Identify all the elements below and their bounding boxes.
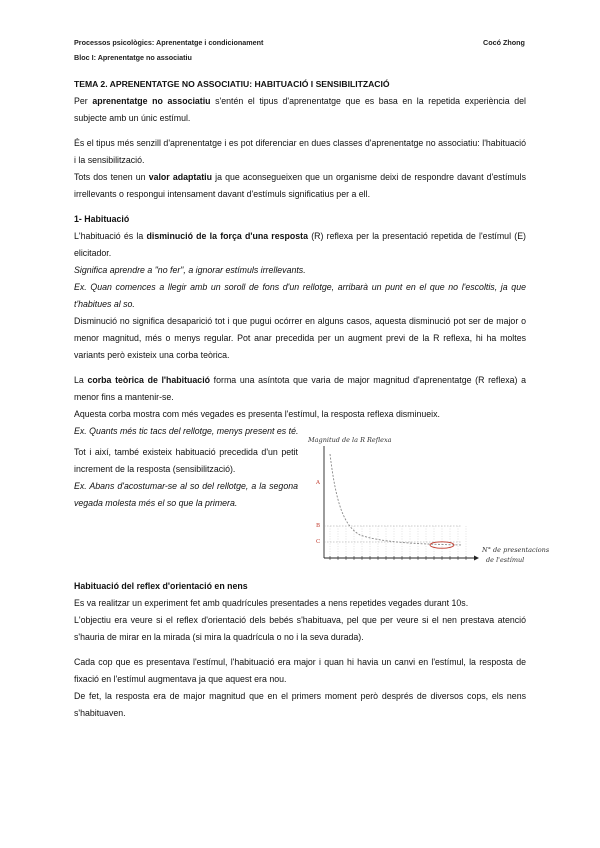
habituacio-definition	[74, 228, 526, 262]
figure-ylabel: Magnitud de la R Reflexa	[308, 436, 392, 444]
term-bold: aprenentatge no associatiu	[92, 96, 211, 106]
habituation-curve-figure	[302, 434, 550, 574]
orientacio-paragraph-3: Cada cop que es presentava l'estímul, l'habituació era major i quan hi havia un canvi en l'estímul, la resposta de fixació en l'estímul augmentava ja que aquest era nou.	[74, 657, 526, 684]
text-italic: Ex. Abans d'acostumar-se al so del rellotge, a la segona vegada molesta més el so que la primera.	[74, 481, 298, 508]
text-run: s'entén el tipus d'aprenentatge que es basa en la repetida experiència del subjecte amb un únic estímul.	[74, 96, 526, 123]
section-title-orientacio: Habituació del reflex d'orientació en nens	[74, 581, 248, 591]
habituacio-paragraph-8: Tot i així, també existeix habituació precedida d'un petit increment de la resposta (sensibilització).	[74, 447, 298, 474]
figure-mark-a: A	[316, 480, 320, 486]
habituacio-paragraph-6: Aquesta corba mostra com més vegades es presenta l'estímul, la resposta reflexa disminueix.	[74, 409, 440, 419]
figure-mark-c: C	[316, 539, 321, 545]
header-course: Processos psicològics: Aprenentatge i condicionament	[74, 38, 264, 47]
text-with-figure	[74, 436, 550, 578]
habituacio-paragraph-5	[74, 372, 526, 406]
habituacio-paragraph-4: Disminució no significa desaparició tot i que pugui ocórrer en alguns casos, aquesta disminució pot ser de major o menor magnitud, més o menys regular. Pot anar precedida per un augment previ de la R reflexa, hi ha moltes variants però existeix una corba teòrica.	[74, 316, 526, 360]
figure-mark-b: B	[316, 523, 321, 529]
term-bold: valor adaptatiu	[148, 172, 212, 182]
text-italic: Ex. Quants més tic tacs del rellotge, menys present es té.	[74, 426, 299, 436]
habituation-curve-svg	[302, 434, 550, 574]
intro-paragraph-1	[74, 93, 526, 127]
header-author: Cocó Zhong	[483, 38, 525, 47]
text-run: ja que aconsegueixen que un organisme deixi de respondre davant d'estímuls irrellevants o respongui intensament davant d'estímuls significatius per a ell.	[74, 172, 526, 199]
term-bold: disminució de la força d'una resposta	[146, 231, 308, 241]
text-run: (R) reflexa per la presentació repetida de l'estímul (E) elicitador.	[74, 231, 526, 258]
text-italic: Ex. Quan comences a llegir amb un soroll de fons d'un rellotge, arribarà un punt en el que no l'escoltis, ja que t'habitues al so.	[74, 282, 526, 309]
figure-habituation-curve	[330, 454, 462, 545]
text-run: Per	[74, 96, 93, 106]
figure-x-arrow-icon	[474, 556, 479, 561]
text-run: Tots dos tenen un	[74, 172, 149, 182]
intro-paragraph-2: És el tipus més senzill d'aprenentatge i es pot diferenciar en dues classes d'aprenentatge no associatiu: l'habituació i la sensibilització.	[74, 138, 526, 165]
habituacio-example-3	[74, 478, 298, 512]
text-run: La	[74, 375, 88, 385]
intro-paragraph-3	[74, 169, 526, 203]
habituacio-meaning	[74, 262, 526, 279]
page-title: TEMA 2. APRENENTATGE NO ASSOCIATIU: HABITUACIÓ I SENSIBILITZACIÓ	[74, 79, 390, 89]
orientacio-paragraph-4: De fet, la resposta era de major magnitud que en el primers moment però després de diversos cops, els nens s'habituaven.	[74, 691, 526, 718]
term-bold: corba teòrica de l'habituació	[87, 375, 211, 385]
section-title-habituacio: 1- Habituació	[74, 214, 130, 224]
figure-side-text	[74, 444, 298, 512]
habituacio-example-1	[74, 279, 526, 313]
figure-asymptote-highlight	[430, 542, 454, 548]
figure-xlabel-1: N° de presentacions	[482, 546, 550, 554]
figure-xlabel-2: de l'estímul	[486, 556, 525, 564]
text-italic: Significa aprendre a "no fer", a ignorar estímuls irrellevants.	[74, 265, 306, 275]
orientacio-paragraph-1: Es va realitzar un experiment fet amb quadrícules presentades a nens repetides vegades durant 10s.	[74, 598, 469, 608]
text-run: L'habituació és la	[74, 231, 147, 241]
text-run: forma una asíntota que varia de major magnitud d'aprenentatge (R reflexa) a menor fins a mantenir-se.	[74, 375, 526, 402]
document-body	[74, 76, 550, 722]
orientacio-paragraph-2: L'objectiu era veure si el reflex d'orientació dels bebés s'habituava, pel que per veure si el nen prestava atenció s'hauria de mirar en la mirada (si mira la quadrícula o no i la seva durada).	[74, 615, 526, 642]
header-block: Bloc I: Aprenentatge no associatiu	[74, 53, 192, 62]
